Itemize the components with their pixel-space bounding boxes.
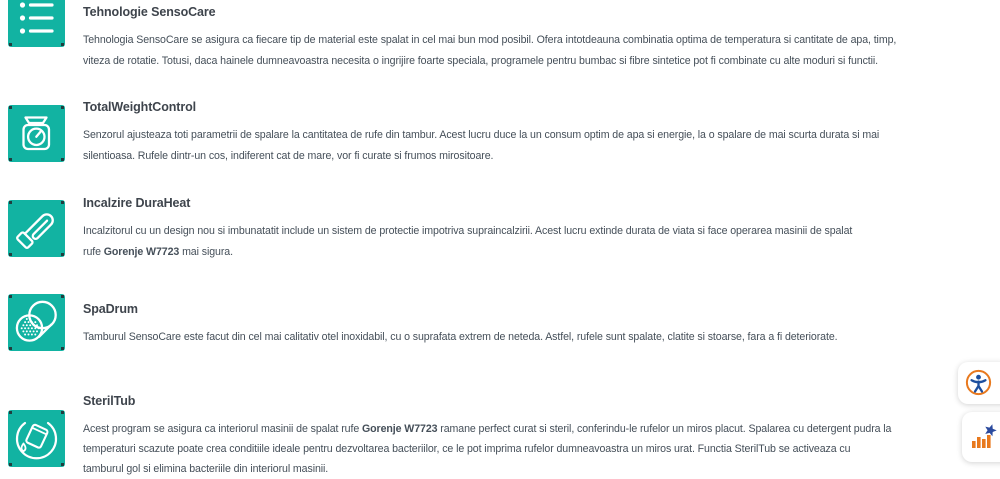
feature-text [83, 301, 994, 348]
feature-text [83, 195, 994, 263]
feature-description [83, 30, 994, 72]
feature-title: SterilTub [83, 394, 136, 408]
feature-text [83, 393, 994, 479]
feature-line: Senzorul ajusteaza toti parametrii de spalare la cantitatea de rufe din tambur. Acest lucru duce la un consum optim de apa si energie, la o spalare de mai scurta durata si mai [83, 129, 880, 141]
feature-description [83, 125, 994, 167]
drum-icon [8, 294, 65, 351]
list-icon [8, 0, 65, 47]
feature-line: Acest program se asigura ca interiorul masinii de spalat rufe Gorenje W7723 ramane perfect curat si steril, conferindu-le rufelor un miros placut. Spalarea cu detergent pudra la [83, 423, 892, 435]
icon-corner-marks [9, 201, 12, 204]
feature-line: Tamburul SensoCare este facut din cel mai calitativ otel inoxidabil, cu o suprafata extrem de neteda. Astfel, rufele sunt spalate, clatite si stoarse, fara a fi deteriorate. [83, 331, 838, 343]
feature-title: SpaDrum [83, 302, 138, 316]
feature-line: temperaturi scazute poate crea conditiile ideale pentru dezvoltarea bacteriilor, ce le pot imprima rufelor dumneavoastra un miros urat. Functia SterilTub se activeaza cu [83, 443, 851, 455]
feature-line: viteza de rotatie. Totusi, daca hainele dumneavoastra necesita o ingrijire foarte speciala, programele pentru bumbac si fibre sintetice pot fi combinate cu alte moduri si functii. [83, 55, 879, 67]
tub-pour-icon [8, 410, 65, 467]
feature-description [83, 327, 994, 348]
feature-line: rufe Gorenje W7723 mai sigura. [83, 246, 233, 258]
accessibility-widget-button[interactable] [958, 362, 1000, 404]
feature-description [83, 221, 994, 263]
feature-text [83, 99, 994, 167]
feature-line: silentioasa. Rufele dintr-un cos, indiferent cat de mare, vor fi curate si frumos mirositoare. [83, 150, 494, 162]
heating-element-icon [8, 200, 65, 257]
scale-icon [8, 105, 65, 162]
feature-line: Incalzitorul cu un design nou si imbunatatit include un sistem de protectie impotriva supraincalzirii. Acest lucru extinde durata de viata si face operarea masinii de spalat [83, 225, 853, 237]
feature-text [83, 4, 994, 72]
feature-line: Tehnologia SensoCare se asigura ca fiecare tip de material este spalat in cel mai bun mod posibil. Ofera intotdeauna combinatia optima de temperatura si cantitate de apa, timp, [83, 34, 897, 46]
icon-corner-marks [9, 411, 12, 414]
feature-title: TotalWeightControl [83, 100, 196, 114]
feature-description [83, 419, 994, 479]
feature-line: tamburul gol si elimina bacteriile din interiorul masinii. [83, 463, 329, 475]
reviews-widget-button[interactable] [962, 412, 1000, 462]
icon-corner-marks [9, 106, 12, 109]
feature-title: Tehnologie SensoCare [83, 5, 216, 19]
accessibility-icon [965, 369, 992, 396]
feature-title: Incalzire DuraHeat [83, 196, 191, 210]
icon-corner-marks [9, 295, 12, 298]
bar-chart-star-icon [969, 423, 999, 451]
